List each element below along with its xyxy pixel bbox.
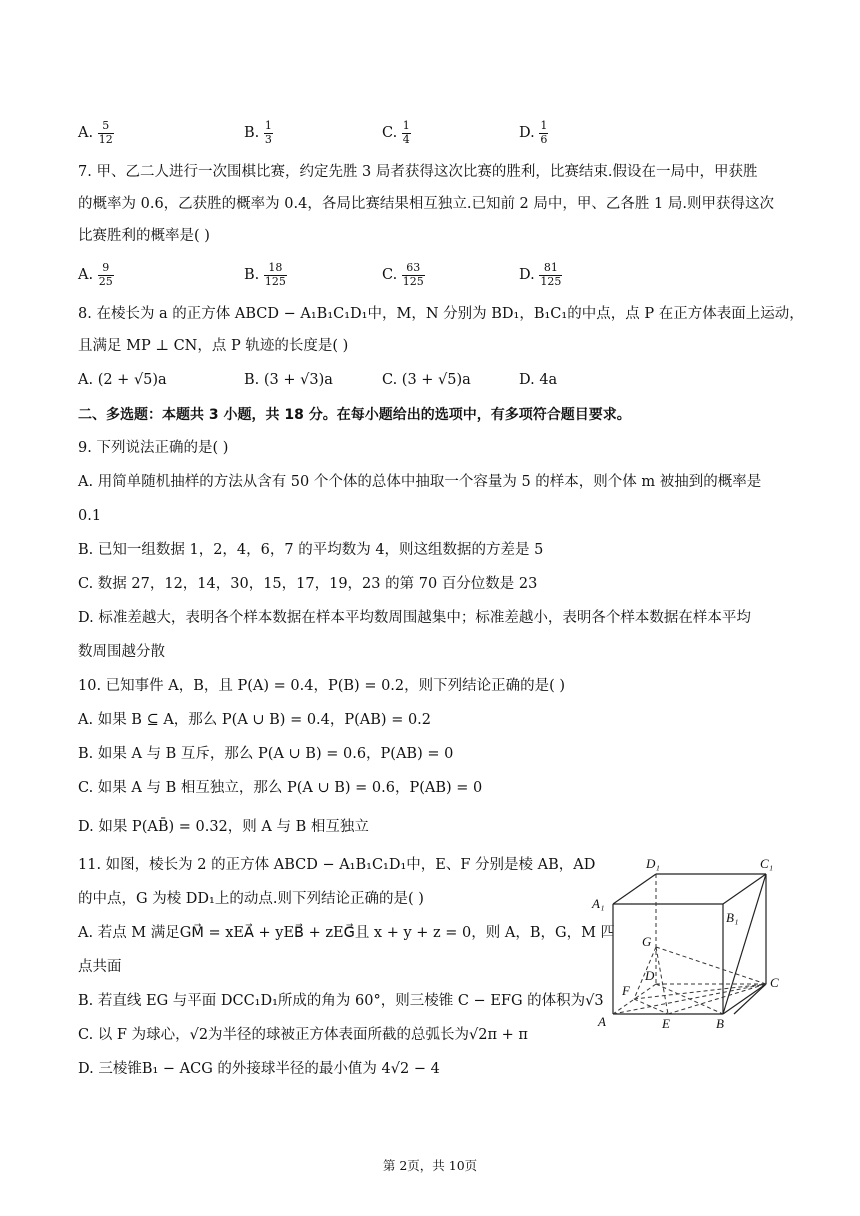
cube-figure: [588, 852, 798, 1037]
fraction: $\frac{1}{6}$: [540, 119, 548, 146]
q7-option-d: D. $\frac{81}{125}$: [519, 261, 562, 288]
q6-option-c: C. $\frac{1}{4}$: [382, 119, 410, 146]
q10-option-d: D. 如果 P(AB̄) = 0.32，则 A 与 B 相互独立: [78, 819, 369, 835]
label-C: C: [770, 975, 779, 990]
fraction: $\frac{81}{125}$: [540, 261, 562, 288]
q9-option-c: C. 数据 27，12，14，30，15，17，19，23 的第 70 百分位数是 23: [78, 576, 538, 592]
fraction: $\frac{5}{12}$: [98, 119, 113, 146]
label-A1: A₁: [592, 896, 605, 911]
q10-option-c: C. 如果 A 与 B 相互独立，那么 P(A ∪ B) = 0.6，P(AB) = 0: [78, 780, 483, 796]
q11-stem-line-2: 的中点，G 为棱 DD₁上的动点.则下列结论正确的是( ): [78, 891, 424, 907]
q6-option-a: [78, 120, 114, 146]
label-A: A: [598, 1014, 606, 1029]
q7-option-c: C. $\frac{63}{125}$: [382, 261, 424, 288]
fraction: $\frac{1}{3}$: [264, 119, 272, 146]
q9-stem: 9. 下列说法正确的是( ): [78, 440, 229, 456]
label-E: E: [662, 1016, 670, 1031]
section-heading: 二、多选题：本题共 3 小题，共 18 分。在每小题给出的选项中，有多项符合题目要求。: [78, 407, 631, 423]
q9-option-b: B. 已知一组数据 1，2，4，6，7 的平均数为 4，则这组数据的方差是 5: [78, 542, 544, 558]
label-F: F: [622, 983, 630, 998]
q6-option-b: B. $\frac{1}{3}$: [244, 119, 272, 146]
q8-option-a: A. (2 + √5)a: [78, 372, 167, 388]
q10-stem: 10. 已知事件 A，B，且 P(A) = 0.4，P(B) = 0.2，则下列结论正确的是( ): [78, 678, 566, 694]
q11-option-c: C. 以 F 为球心，√2为半径的球被正方体表面所截的总弧长为√2π + π: [78, 1027, 528, 1043]
label-D: D: [645, 968, 655, 983]
fraction: $\frac{18}{125}$: [264, 261, 286, 288]
q7-stem-line-1: 7. 甲、乙二人进行一次围棋比赛，约定先胜 3 局者获得这次比赛的胜利，比赛结束.假设在一局中，甲获胜: [78, 164, 758, 180]
q9-option-d-line-1: D. 标准差越大，表明各个样本数据在样本平均数周围越集中；标准差越小，表明各个样本数据在样本平均: [78, 610, 751, 626]
q11-stem-line-1: 11. 如图，棱长为 2 的正方体 ABCD − A₁B₁C₁D₁中，E、F 分别是棱 AB，AD: [78, 857, 596, 873]
q8-stem-line-1: 8. 在棱长为 a 的正方体 ABCD − A₁B₁C₁D₁中，M，N 分别为 BD₁，B₁C₁的中点，点 P 在正方体表面上运动，: [78, 306, 804, 322]
q10-option-b: B. 如果 A 与 B 互斥，那么 P(A ∪ B) = 0.6，P(AB) = 0: [78, 746, 454, 762]
q8-option-c: C. (3 + √5)a: [382, 372, 471, 388]
q11-option-d: D. 三棱锥B₁ − ACG 的外接球半径的最小值为 4√2 − 4: [78, 1061, 440, 1077]
fraction: $\frac{1}{4}$: [402, 119, 410, 146]
q7-stem-line-3: 比赛胜利的概率是( ): [78, 228, 210, 244]
q10-option-a: A. 如果 B ⊆ A，那么 P(A ∪ B) = 0.4，P(AB) = 0.2: [78, 712, 432, 728]
q7-option-b: B. $\frac{18}{125}$: [244, 261, 286, 288]
q6-option-d: D. $\frac{1}{6}$: [519, 119, 548, 146]
label-D1: D₁: [646, 856, 660, 871]
q9-option-a-line-2: 0.1: [78, 508, 102, 524]
q7-stem-line-2: 的概率为 0.6，乙获胜的概率为 0.4，各局比赛结果相互独立.已知前 2 局中，甲、乙各胜 1 局.则甲获得这次: [78, 196, 774, 212]
q8-stem-line-2: 且满足 MP ⊥ CN，点 P 轨迹的长度是( ): [78, 338, 349, 354]
label-B1: B₁: [726, 910, 739, 925]
q9-option-a-line-1: A. 用简单随机抽样的方法从含有 50 个个体的总体中抽取一个容量为 5 的样本，则个体 m 被抽到的概率是: [78, 474, 762, 490]
q8-option-b: B. (3 + √3)a: [244, 372, 333, 388]
fraction: $\frac{9}{25}$: [98, 261, 113, 288]
q7-option-a: A. $\frac{9}{25}$: [78, 261, 113, 288]
label-B: B: [716, 1016, 724, 1031]
label-G: G: [642, 934, 652, 949]
label-C1: C₁: [760, 856, 774, 871]
fraction: $\frac{63}{125}$: [402, 261, 424, 288]
q8-option-d: D. 4a: [519, 372, 558, 388]
option-label: A.: [78, 125, 94, 142]
page-footer: 第 2页，共 10页: [382, 1158, 478, 1173]
q11-option-a-line-1: A. 若点 M 满足GM⃗ = xEA⃗ + yEB⃗ + zEG⃗且 x + y + z = 0，则 A，B，G，M 四: [78, 925, 616, 941]
q9-option-d-line-2: 数周围越分散: [78, 644, 165, 660]
q11-option-a-line-2: 点共面: [78, 959, 122, 975]
q11-option-b: B. 若直线 EG 与平面 DCC₁D₁所成的角为 60°，则三棱锥 C − EFG 的体积为√3: [78, 993, 604, 1009]
